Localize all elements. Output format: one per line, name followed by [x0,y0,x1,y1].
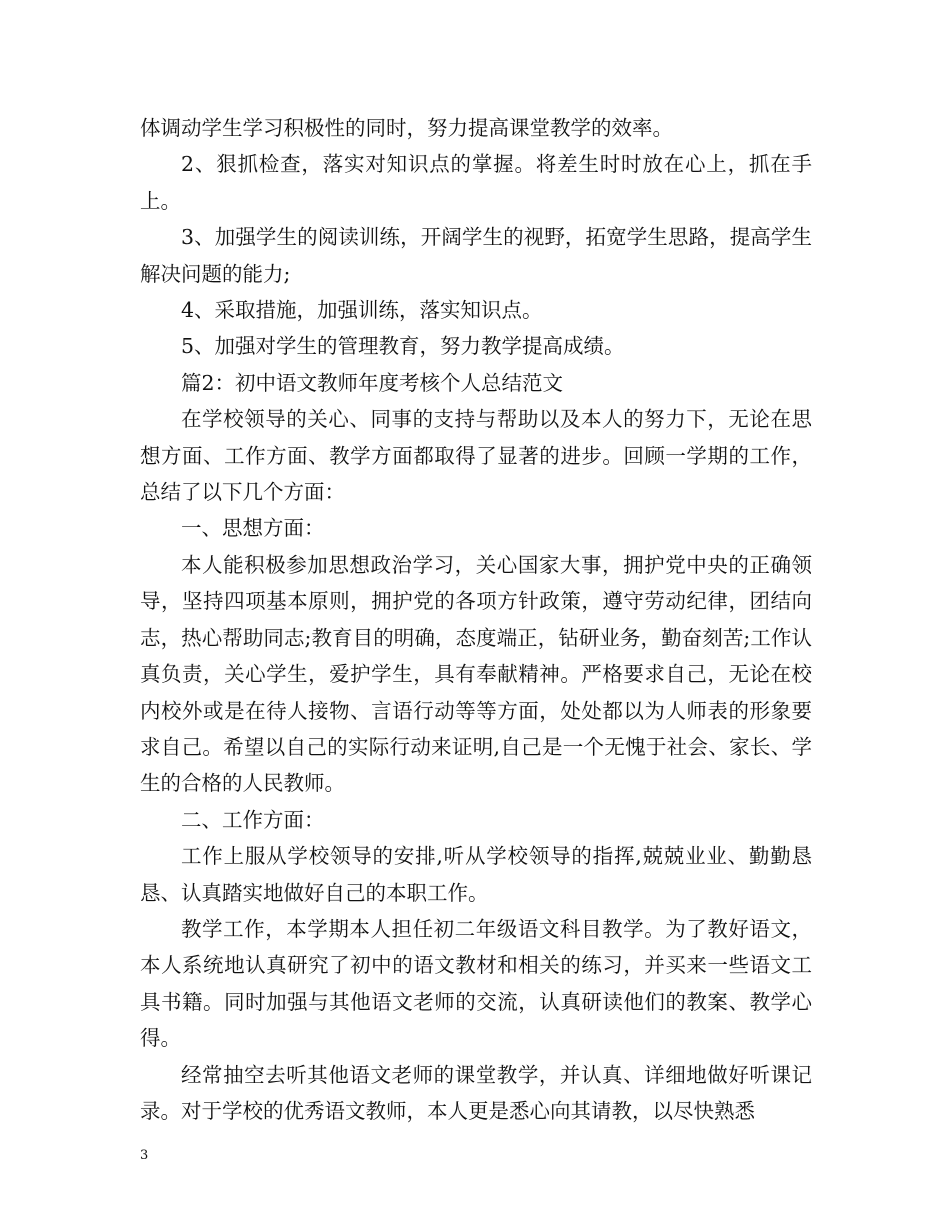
document-body [140,110,812,1129]
heading-thought: 一、思想方面： [181,516,325,541]
paragraph-intro: 在学校领导的关心、同事的支持与帮助以及本人的努力下，无论在思想方面、工作方面、教学方面都取得了显著的进步。回顾一学期的工作，总结了以下几个方面： [140,407,812,505]
paragraph-continuation: 体调动学生学习积极性的同时，努力提高课堂教学的效率。 [140,116,673,140]
paragraph-work: 工作上服从学校领导的安排,听从学校领导的指挥,兢兢业业、勤勤恳恳、认真踏实地做好自己的本职工作。 [140,844,812,905]
paragraph-item-5: 5、加强对学生的管理教育，努力教学提高成绩。 [181,334,625,359]
paragraph-item-4: 4、采取措施，加强训练，落实知识点。 [181,298,543,323]
paragraph-teaching: 教学工作，本学期本人担任初二年级语文科目教学。为了教好语文，本人系统地认真研究了初中的语文教材和相关的练习，并买来一些语文工具书籍。同时加强与其他语文老师的交流，认真研读他们的教案、教学心得。 [140,916,812,1051]
page-number: 3 [140,1148,149,1163]
paragraph-item-3: 3、加强学生的阅读训练，开阔学生的视野，拓宽学生思路，提高学生解决问题的能力; [140,225,812,286]
paragraph-item-2: 2、狠抓检查，落实对知识点的掌握。将差生时时放在心上，抓在手上。 [140,152,812,213]
section-title: 篇2：初中语文教师年度考核个人总结范文 [181,370,564,395]
heading-work: 二、工作方面： [181,807,325,832]
paragraph-thought: 本人能积极参加思想政治学习，关心国家大事，拥护党中央的正确领导，坚持四项基本原则，拥护党的各项方针政策，遵守劳动纪律，团结向志，热心帮助同志;教育目的明确，态度端正，钻研业务，勤奋刻苦;工作认真负责，关心学生，爱护学生，具有奉献精神。严格要求自己，无论在校内校外或是在待人接物、言语行动等等方面，处处都以为人师表的形象要求自己。希望以自己的实际行动来证明,自己是一个无愧于社会、家长、学生的合格的人民教师。 [140,552,812,796]
paragraph-observation: 经常抽空去听其他语文老师的课堂教学，并认真、详细地做好听课记录。对于学校的优秀语文教师，本人更是悉心向其请教，以尽快熟悉 [140,1062,812,1123]
